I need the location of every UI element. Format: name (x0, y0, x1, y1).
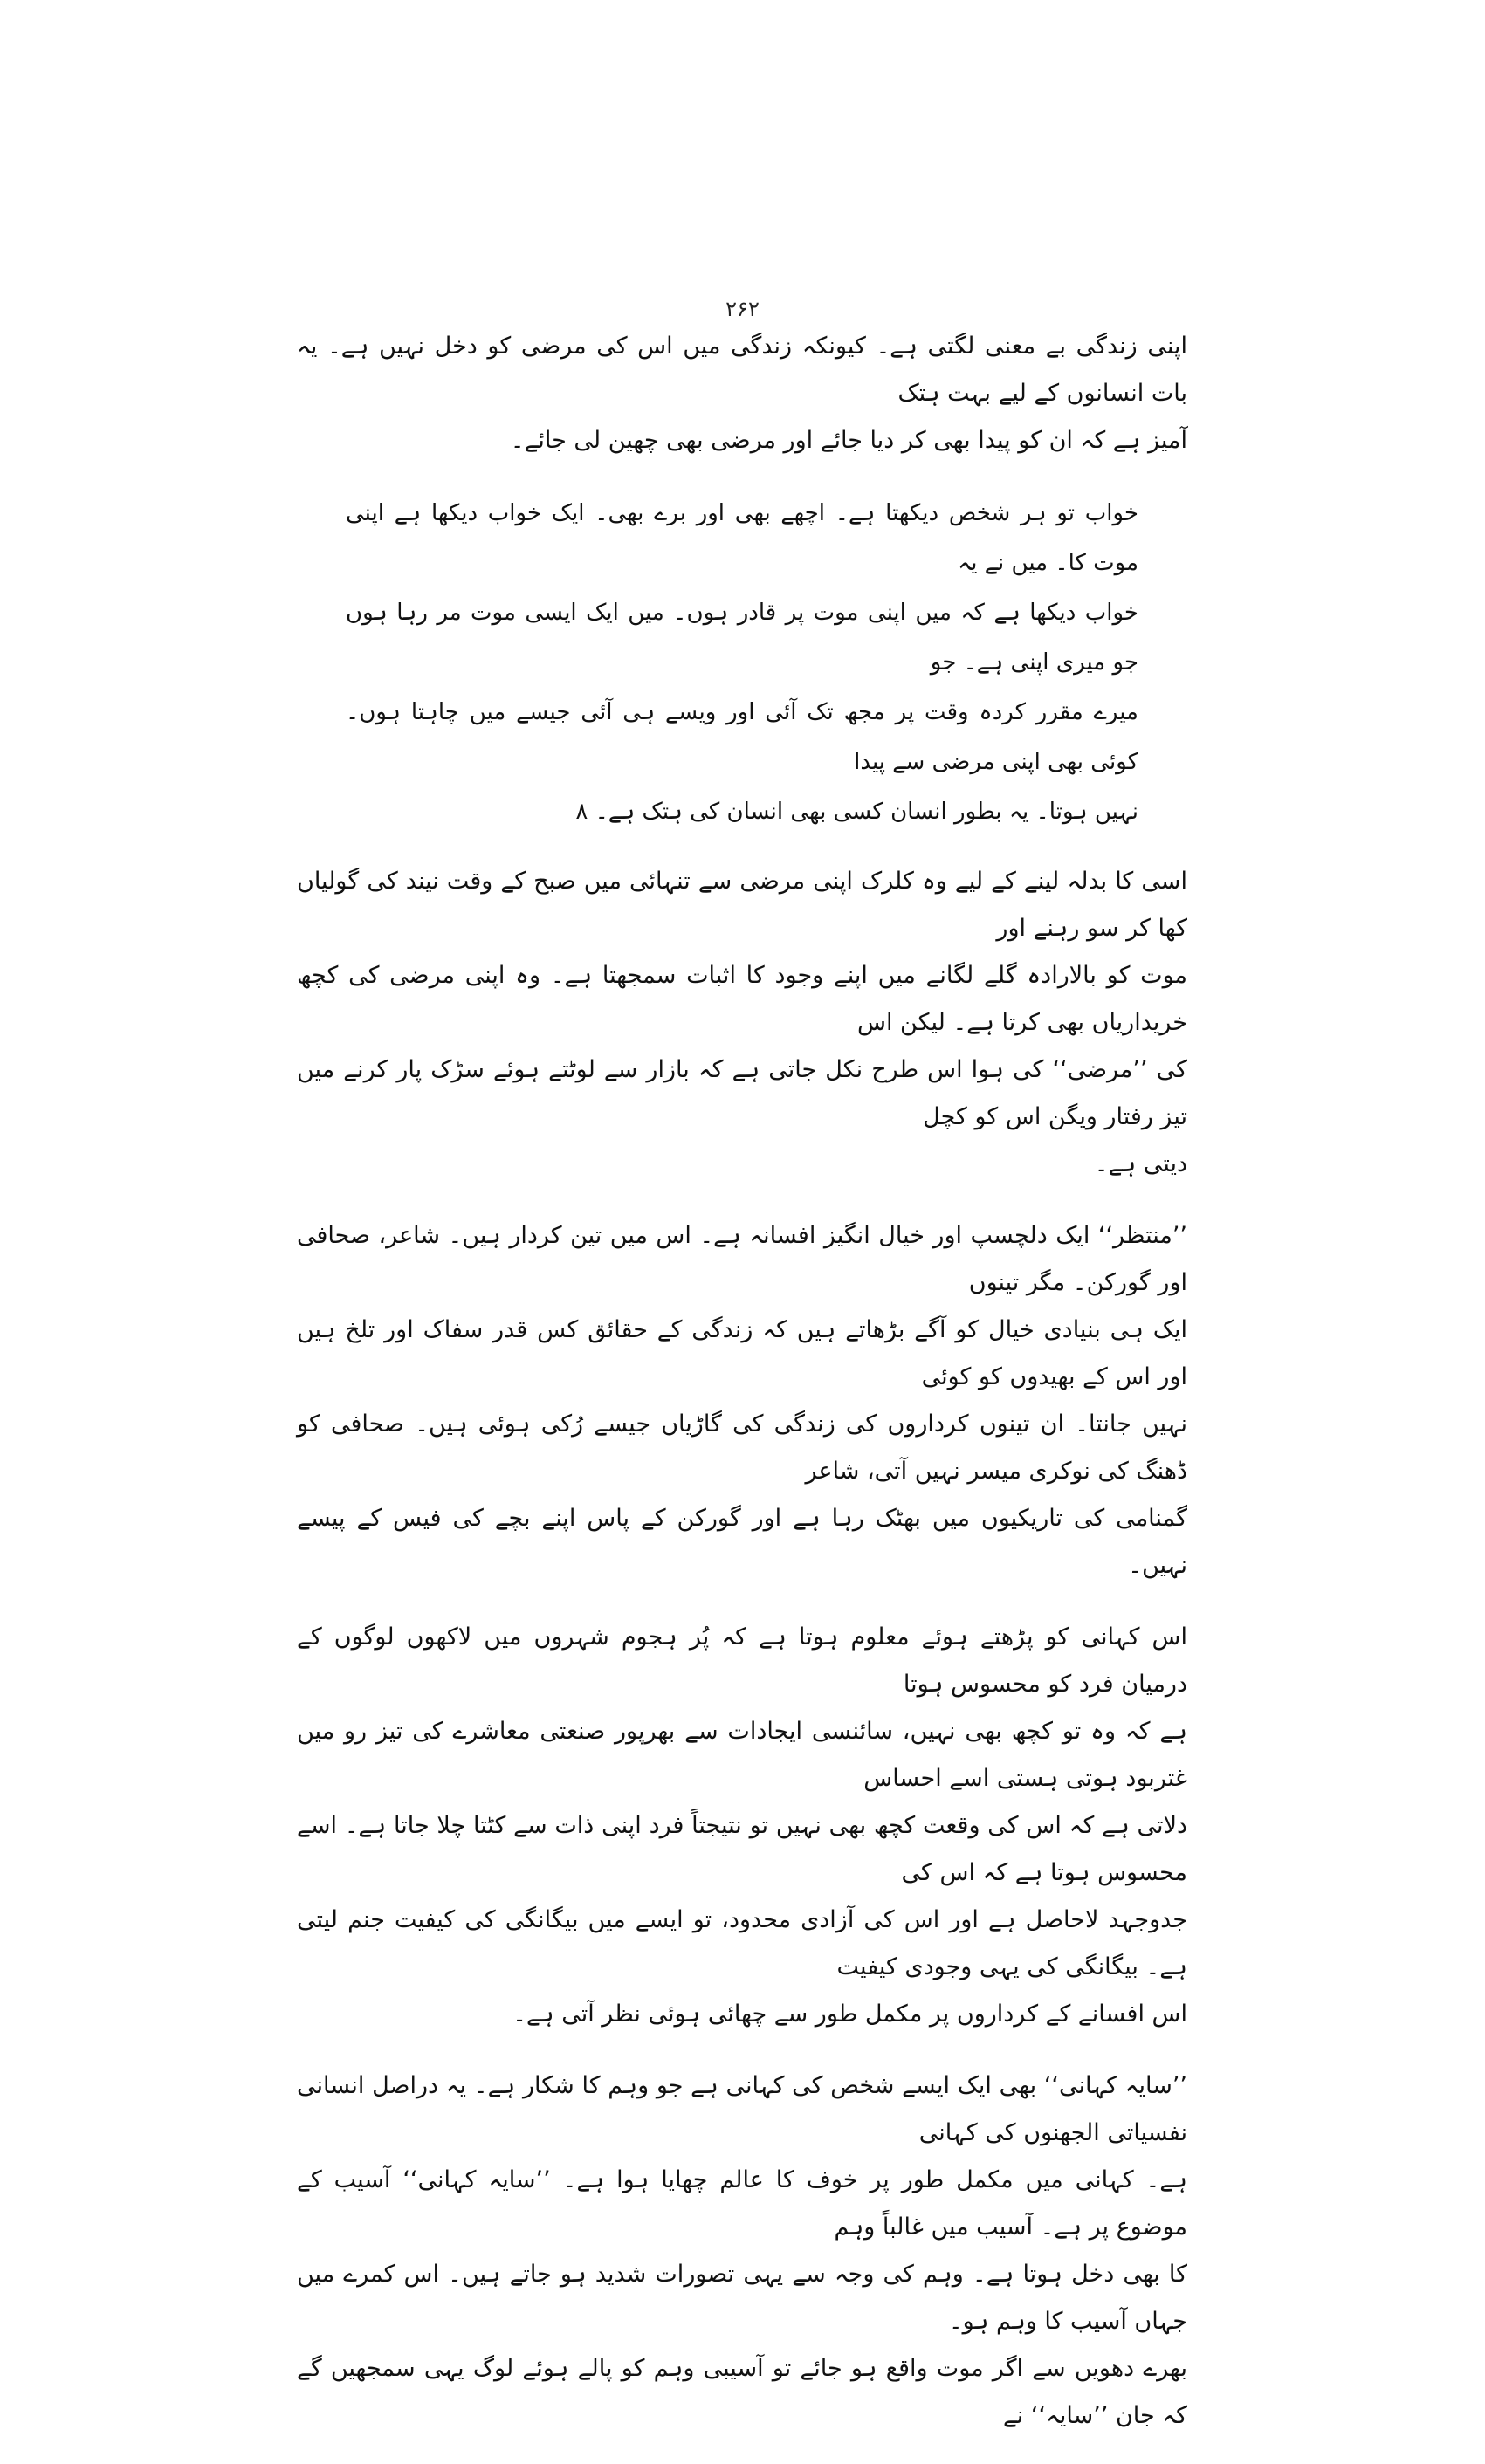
text-line: دیتی ہے۔ (1094, 1150, 1187, 1177)
quote-line: خواب دیکھا ہے کہ میں اپنی موت پر قادر ہوں۔ میں ایک ایسی موت مر رہا ہوں جو میری اپنی ہے۔ جو (346, 600, 1138, 676)
text-line: ’’سایہ کہانی‘‘ بھی ایک ایسے شخص کی کہانی ہے جو وہم کا شکار ہے۔ یہ دراصل انسانی نفسیاتی الجھنوں کی کہانی (297, 2072, 1187, 2146)
text-line: اس افسانے کے کرداروں پر مکمل طور سے چھائی ہوئی نظر آتی ہے۔ (512, 2001, 1187, 2028)
text-line: ’’منتظر‘‘ ایک دلچسپ اور خیال انگیز افسانہ ہے۔ اس میں تین کردار ہیں۔ شاعر، صحافی اور گورکن۔ مگر تینوں (297, 1222, 1187, 1296)
paragraph-5 (297, 2062, 1187, 2440)
text-line: آمیز ہے کہ ان کو پیدا بھی کر دیا جائے اور مرضی بھی چھین لی جائے۔ (510, 427, 1187, 454)
quote-line: میرے مقرر کردہ وقت پر مجھ تک آئی اور ویسے ہی آئی جیسے میں چاہتا ہوں۔ کوئی بھی اپنی مرضی سے پیدا (346, 699, 1138, 775)
text-line: گمنامی کی تاریکیوں میں بھٹک رہا ہے اور گورکن کے پاس اپنے بچے کی فیس کے پیسے نہیں۔ (297, 1505, 1187, 1579)
text-line: ایک ہی بنیادی خیال کو آگے بڑھاتے ہیں کہ زندگی کے حقائق کس قدر سفاک اور تلخ ہیں اور اس کے بھیدوں کو کوئی (297, 1316, 1187, 1390)
text-line: موت کو بالارادہ گلے لگانے میں اپنے وجود کا اثبات سمجھتا ہے۔ وہ اپنی مرضی کی کچھ خریداریاں بھی کرتا ہے۔ لیکن اس (297, 962, 1187, 1036)
paragraph-3 (297, 1212, 1187, 1589)
block-quote (346, 489, 1138, 837)
text-line: بھرے دھویں سے اگر موت واقع ہو جائے تو آسیبی وہم کو پالے ہوئے لوگ یہی سمجھیں گے کہ جان ’’سایہ‘‘ نے (297, 2355, 1187, 2429)
text-line: ہے۔ کہانی میں مکمل طور پر خوف کا عالم چھایا ہوا ہے۔ ’’سایہ کہانی‘‘ آسیب کے موضوع پر ہے۔ آسیب میں غالباً وہم (297, 2166, 1187, 2241)
text-line: نہیں جانتا۔ ان تینوں کرداروں کی زندگی کی گاڑیاں جیسے رُکی ہوئی ہیں۔ صحافی کو ڈھنگ کی نوکری میسر نہیں آتی، شاعر (297, 1410, 1187, 1485)
paragraph-4 (297, 1614, 1187, 2038)
text-line: کی ’’مرضی‘‘ کی ہوا اس طرح نکل جاتی ہے کہ بازار سے لوٹتے ہوئے سڑک پار کرنے میں تیز رفتار ویگن اس کو کچل (297, 1056, 1187, 1130)
quote-line: نہیں ہوتا۔ یہ بطور انسان کسی بھی انسان کی ہتک ہے۔ ۸ (575, 799, 1138, 825)
page-number: ۲۶۲ (725, 297, 760, 321)
text-line: اپنی زندگی بے معنی لگتی ہے۔ کیونکہ زندگی میں اس کی مرضی کو دخل نہیں ہے۔ یہ بات انسانوں کے لیے بہت ہتک (297, 333, 1187, 407)
page-body (297, 323, 1187, 2464)
paragraph-1 (297, 323, 1187, 464)
text-line: اس کہانی کو پڑھتے ہوئے معلوم ہوتا ہے کہ پُر ہجوم شہروں میں لاکھوں لوگوں کے درمیان فرد کو محسوس ہوتا (297, 1623, 1187, 1698)
text-line: کا بھی دخل ہوتا ہے۔ وہم کی وجہ سے یہی تصورات شدید ہو جاتے ہیں۔ اس کمرے میں جہاں آسیب کا وہم ہو۔ (297, 2261, 1187, 2335)
paragraph-2 (297, 858, 1187, 1188)
text-line: ہے کہ وہ تو کچھ بھی نہیں، سائنسی ایجادات سے بھرپور صنعتی معاشرے کی تیز رو میں غتربود ہوتی ہستی اسے احساس (297, 1718, 1187, 1792)
text-line: دلاتی ہے کہ اس کی وقعت کچھ بھی نہیں تو نتیجتاً فرد اپنی ذات سے کٹتا چلا جاتا ہے۔ اسے محسوس ہوتا ہے کہ اس کی (297, 1812, 1187, 1886)
text-line: جدوجہد لاحاصل ہے اور اس کی آزادی محدود، تو ایسے میں بیگانگی کی کیفیت جنم لیتی ہے۔ بیگانگی کی یہی وجودی کیفیت (297, 1906, 1187, 1980)
quote-line: خواب تو ہر شخص دیکھتا ہے۔ اچھے بھی اور برے بھی۔ ایک خواب دیکھا ہے اپنی موت کا۔ میں نے یہ (346, 500, 1138, 576)
text-line: اسی کا بدلہ لینے کے لیے وہ کلرک اپنی مرضی سے تنہائی میں صبح کے وقت نیند کی گولیاں کھا کر سو رہنے اور (297, 868, 1187, 942)
